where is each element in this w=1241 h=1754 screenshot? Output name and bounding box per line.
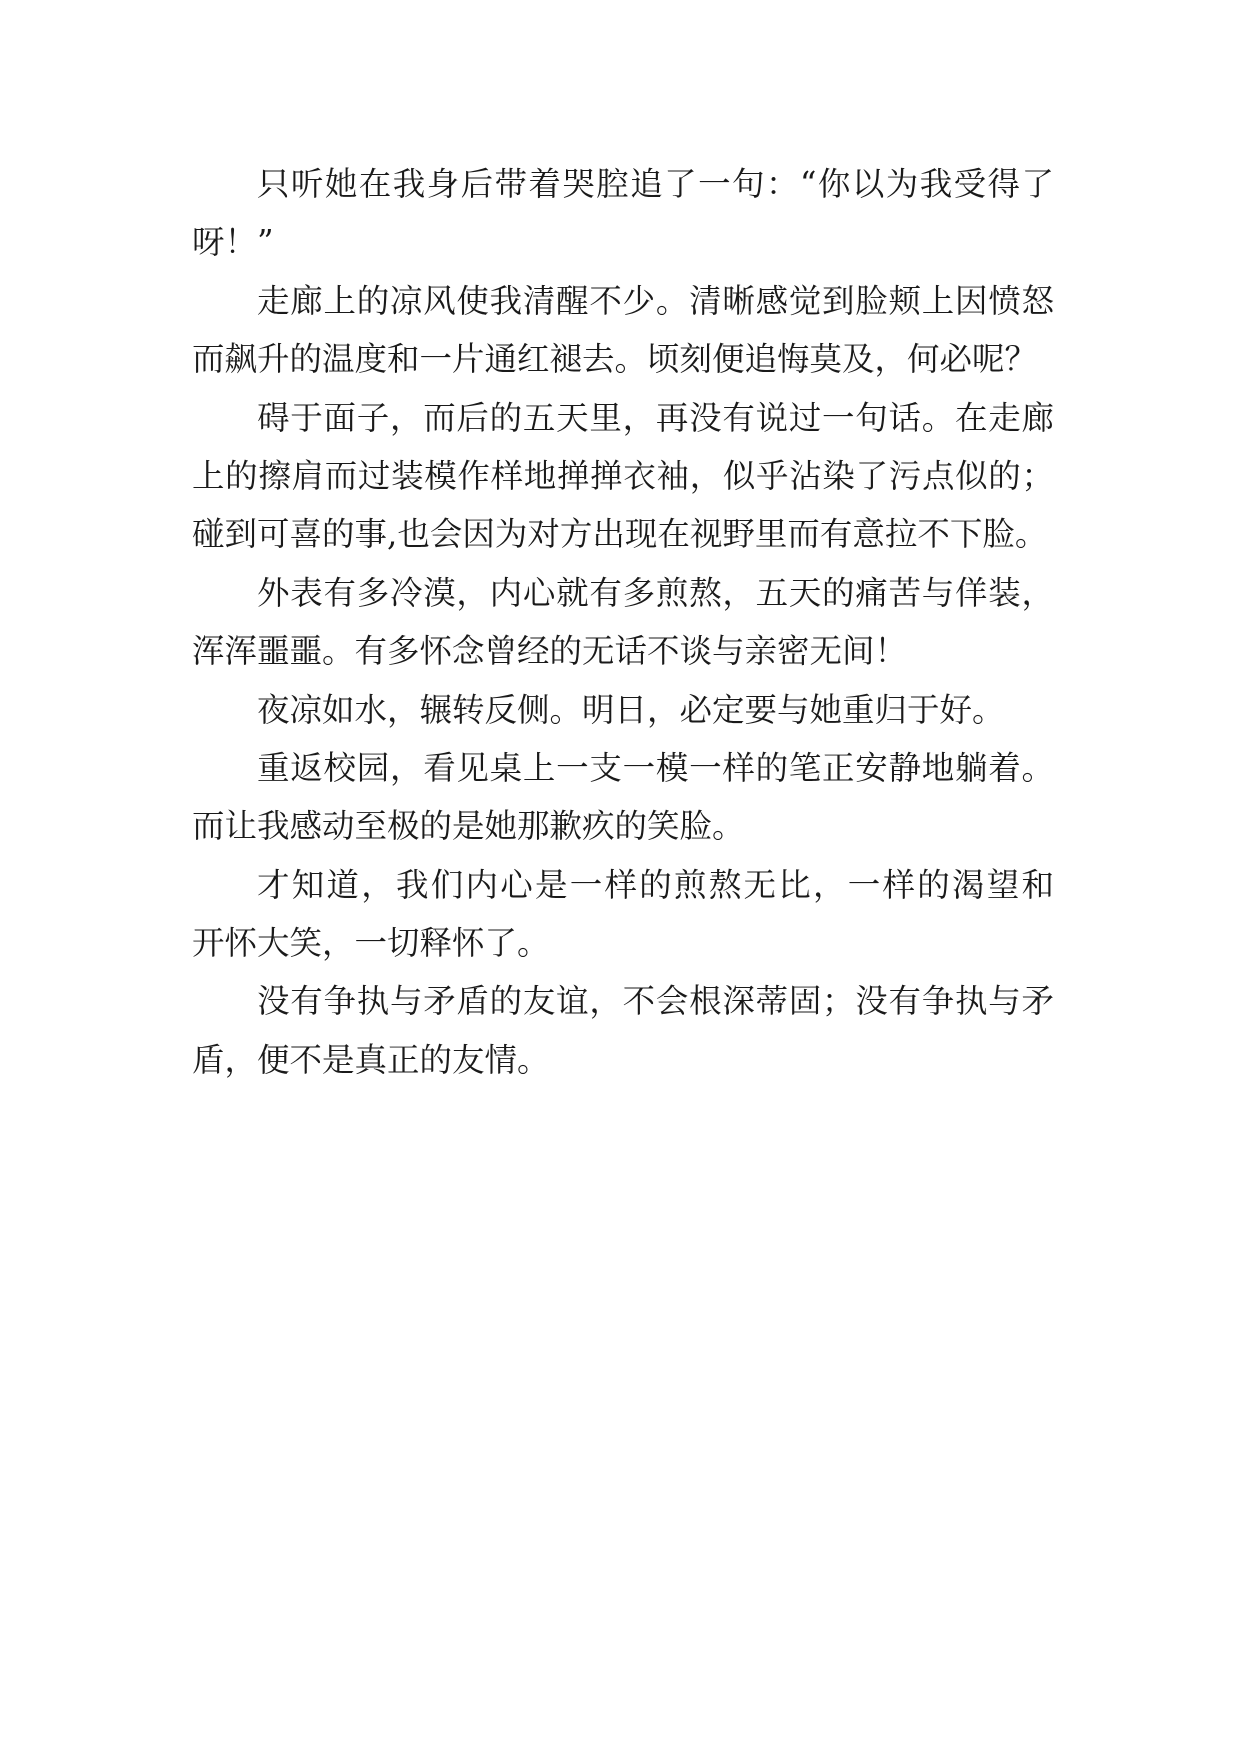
text-line: 而让我感动至极的是她那歉疚的笑脸。 [192, 807, 745, 846]
text-line: 浑浑噩噩。有多怀念曾经的无话不谈与亲密无间！ [192, 632, 908, 671]
text-line: 没有争执与矛盾的友谊，不会根深蒂固；没有争执与矛 [257, 982, 1054, 1021]
text-line: 盾，便不是真正的友情。 [192, 1040, 550, 1079]
paragraph [192, 564, 1054, 681]
text-line: 呀！” [192, 223, 274, 262]
paragraph [192, 155, 1054, 272]
text-line: 走廊上的凉风使我清醒不少。清晰感觉到脸颊上因愤怒 [257, 281, 1054, 320]
text-line: 上的擦肩而过装模作样地掸掸衣袖，似乎沾染了污点似的； [192, 456, 1054, 495]
text-line: 开怀大笑，一切释怀了。 [192, 924, 550, 963]
paragraph [192, 856, 1054, 973]
essay-body [192, 155, 1054, 1089]
text-line: 而飙升的温度和一片通红褪去。顷刻便追悔莫及，何必呢？ [192, 340, 1038, 379]
text-line: 只听她在我身后带着哭腔追了一句：“你以为我受得了 [257, 165, 1054, 203]
text-line: 碰到可喜的事,也会因为对方出现在视野里而有意拉不下脸。 [192, 515, 1048, 554]
text-line: 外表有多冷漠，内心就有多煎熬，五天的痛苦与佯装， [257, 573, 1054, 612]
text-line: 夜凉如水，辗转反侧。明日，必定要与她重归于好。 [257, 690, 1005, 729]
paragraph [192, 272, 1054, 389]
paragraph [192, 972, 1054, 1089]
paragraph [192, 739, 1054, 856]
text-line: 碍于面子，而后的五天里，再没有说过一句话。在走廊 [257, 398, 1054, 437]
paragraph [192, 681, 1054, 739]
paragraph [192, 389, 1054, 564]
text-line: 才知道，我们内心是一样的煎熬无比，一样的渴望和 [257, 865, 1054, 904]
text-line: 重返校园，看见桌上一支一模一样的笔正安静地躺着。 [257, 748, 1054, 787]
